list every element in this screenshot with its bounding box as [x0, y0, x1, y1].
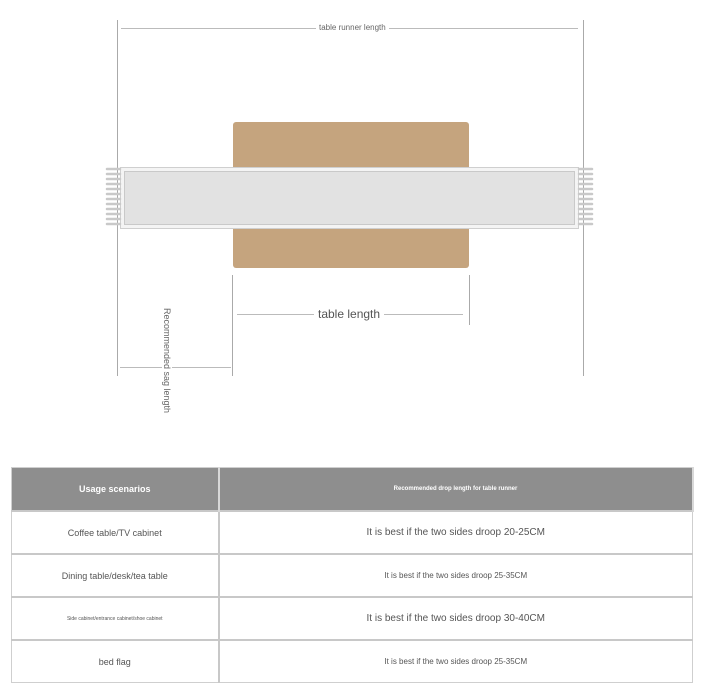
header-usage-scenarios: Usage scenarios [12, 468, 219, 512]
table-length-label: table length [314, 307, 384, 321]
table-row [12, 640, 693, 683]
sag-length-label: Recommended sag length [162, 308, 172, 414]
runner-length-label: table runner length [316, 23, 389, 32]
scenario-cell: bed flag [12, 640, 219, 683]
table-header-row [12, 468, 693, 512]
drop-cell: It is best if the two sides droop 30-40CM [219, 597, 693, 640]
tassels-right [579, 169, 592, 224]
drop-cell: It is best if the two sides droop 25-35CM [219, 640, 693, 683]
table-row [12, 554, 693, 597]
drop-cell: It is best if the two sides droop 25-35CM [219, 554, 693, 597]
tassels-left [107, 169, 120, 224]
table-row [12, 511, 693, 554]
scenario-cell: Dining table/desk/tea table [12, 554, 219, 597]
table-row [12, 597, 693, 640]
scenario-cell: Side cabinet/entrance cabinet/shoe cabinet [12, 597, 219, 640]
usage-table [11, 467, 694, 683]
runner-inner [125, 172, 575, 225]
header-drop-length: Recommended drop length for table runner [219, 468, 693, 512]
drop-cell: It is best if the two sides droop 20-25CM [219, 511, 693, 554]
scenario-cell: Coffee table/TV cabinet [12, 511, 219, 554]
